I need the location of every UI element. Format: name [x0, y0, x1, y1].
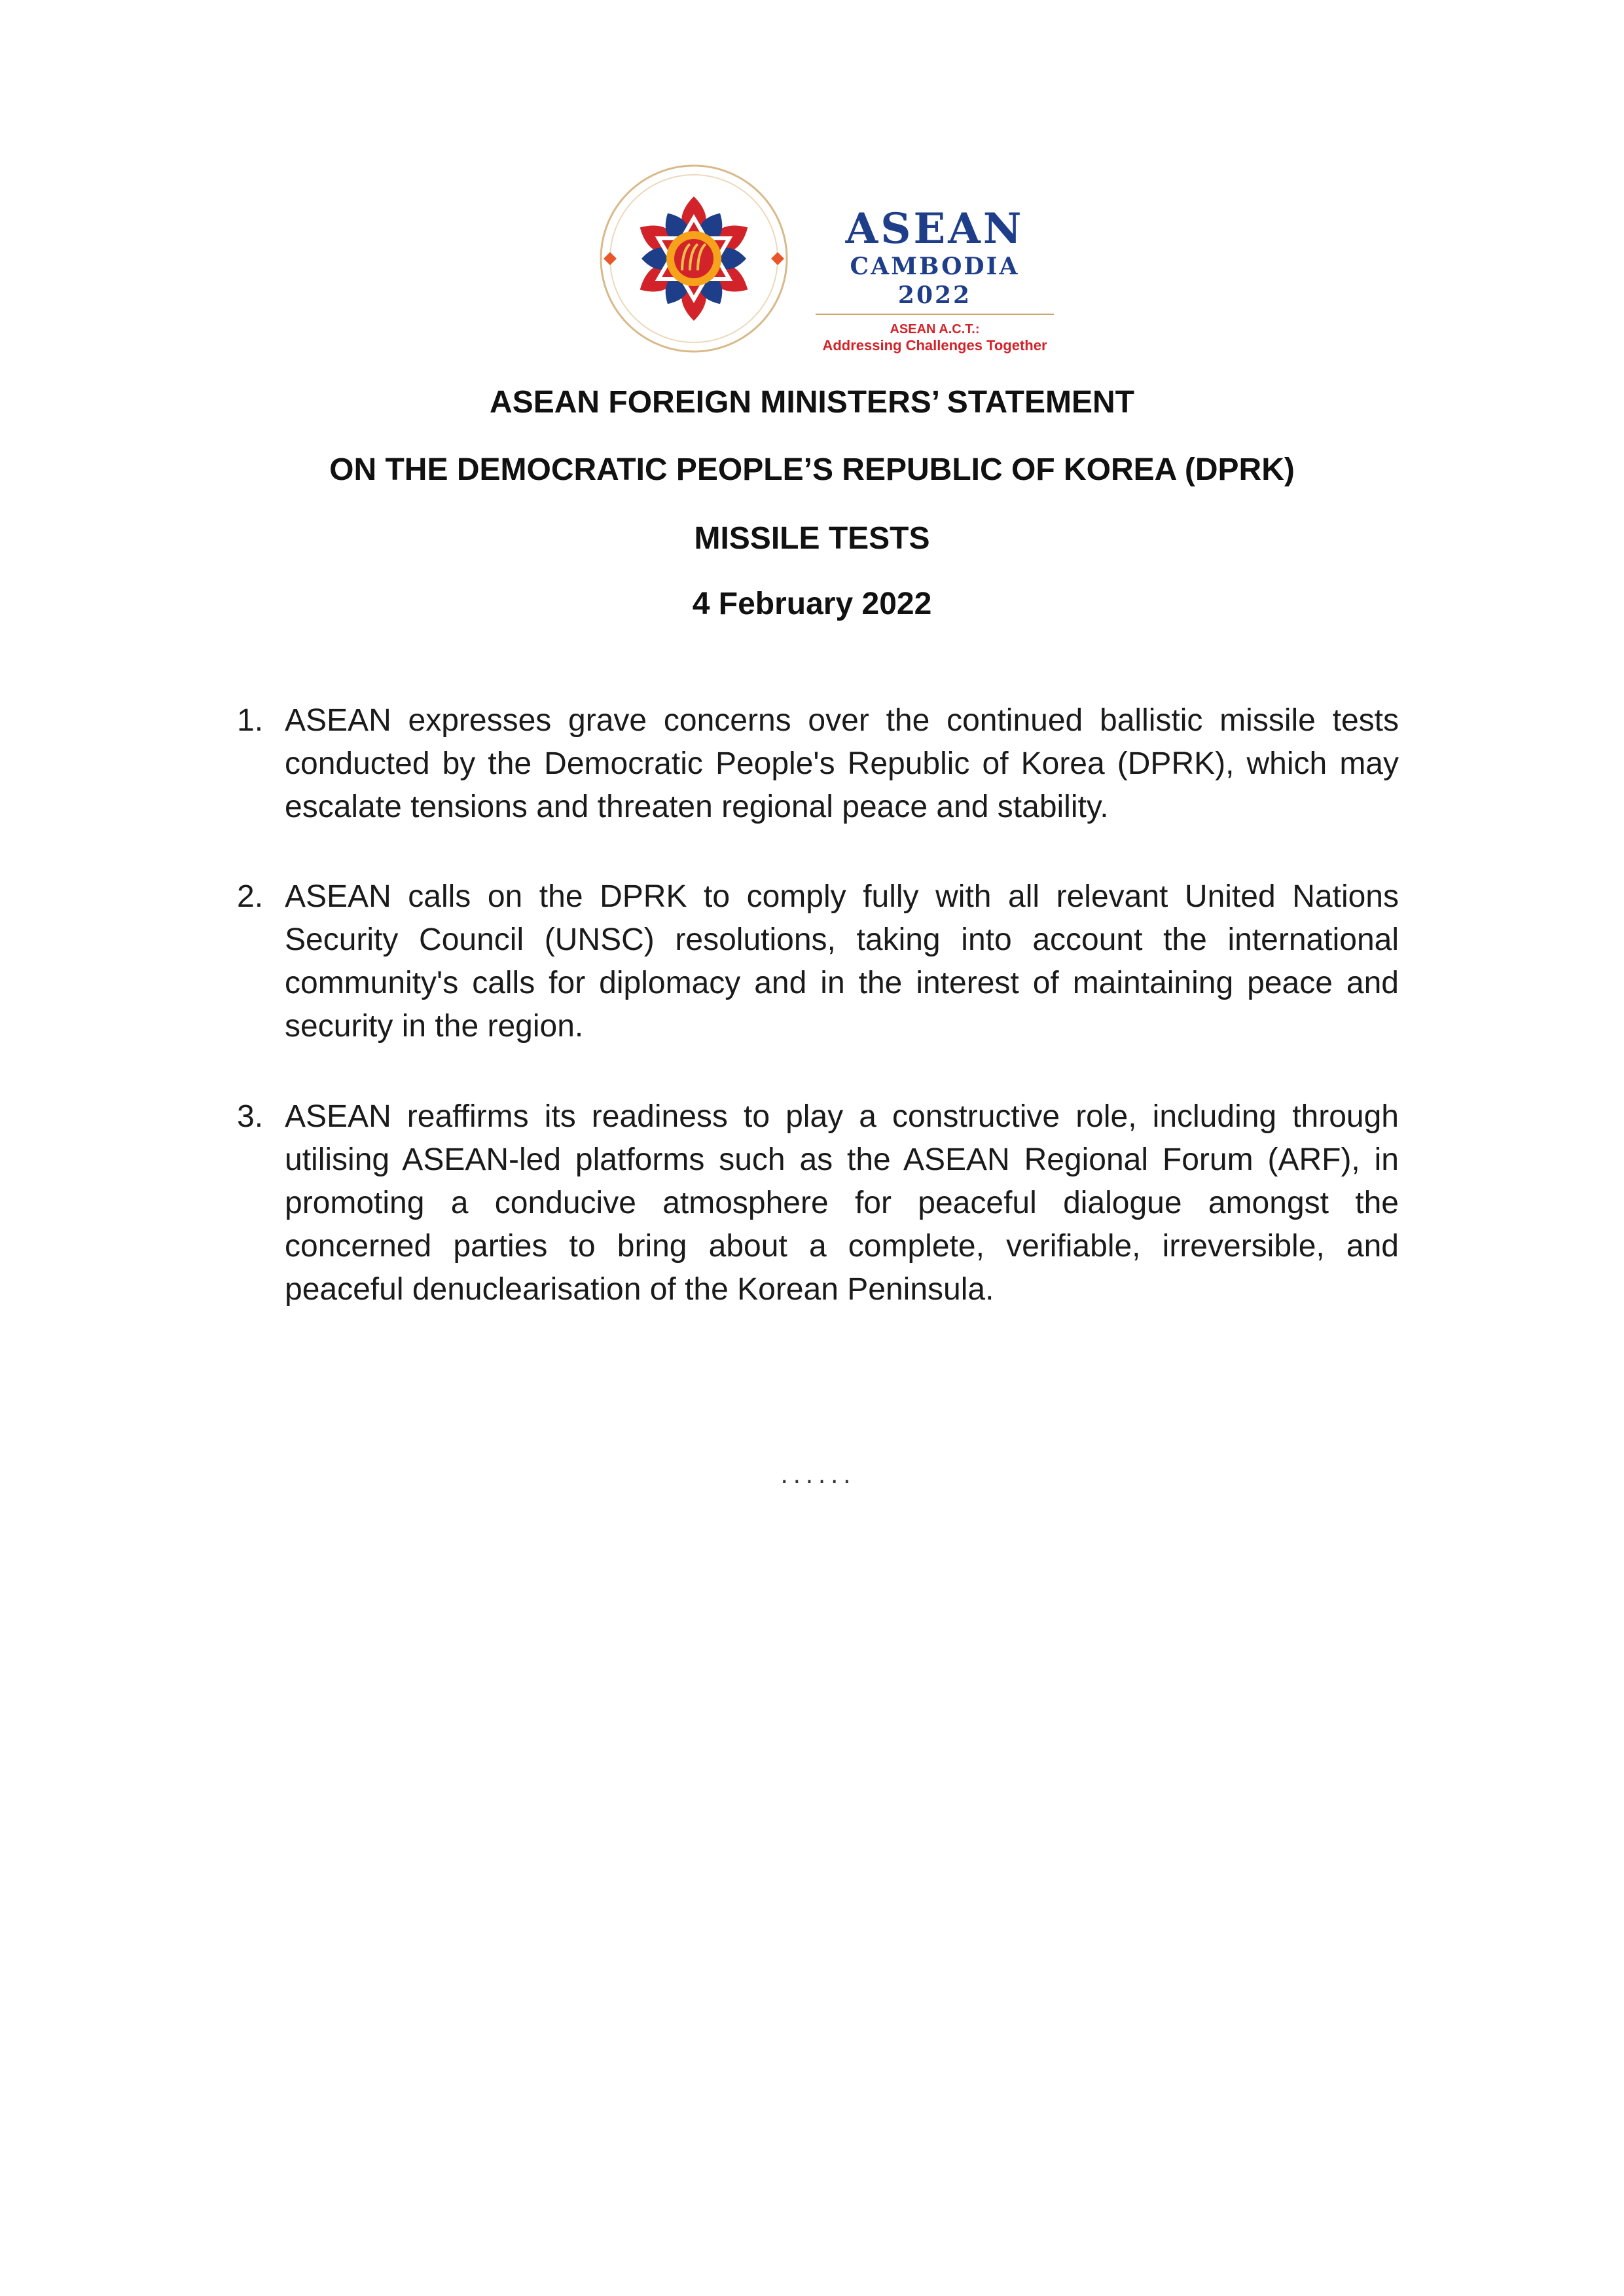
asean-emblem-icon: [596, 160, 792, 357]
statement-date: 4 February 2022: [692, 587, 932, 621]
logo-tagline-1: ASEAN A.C.T.:: [890, 322, 980, 337]
paragraph-2: [237, 875, 1399, 1048]
statement-title-line-2: ON THE DEMOCRATIC PEOPLE’S REPUBLIC OF KOREA (DPRK): [329, 452, 1295, 487]
paragraph-text: ASEAN expresses grave concerns over the continued ballistic missile tests conducted by the Democratic People's Republic of Korea (DPRK), which may escalate tensions and threaten regional peace and stability.: [285, 703, 1399, 824]
paragraph-text: ASEAN calls on the DPRK to comply fully with all relevant United Nations Security Council (UNSC) resolutions, taking into account the international community's calls for diplomacy and in the interest of maintaining peace and security in the region.: [285, 879, 1399, 1044]
logo-name: ASEAN: [845, 204, 1024, 253]
asean-cambodia-2022-logo: [596, 160, 1067, 357]
paragraph-number: 3.: [237, 1099, 264, 1134]
statement-title-line-3: MISSILE TESTS: [694, 521, 930, 556]
statement-title-line-1: ASEAN FOREIGN MINISTERS’ STATEMENT: [490, 385, 1134, 420]
paragraph-number: 2.: [237, 879, 264, 914]
end-marker: ......: [780, 1460, 856, 1489]
logo-tagline-2: Addressing Challenges Together: [822, 337, 1047, 354]
logo-text: [804, 206, 1066, 354]
logo-subtitle: CAMBODIA 2022: [816, 252, 1054, 315]
paragraph-number: 1.: [237, 703, 264, 738]
paragraph-1: [237, 699, 1399, 829]
paragraph-3: [237, 1095, 1399, 1311]
paragraph-text: ASEAN reaffirms its readiness to play a constructive role, including through utilising ASEAN-led platforms such as the ASEAN Regional Forum (ARF), in promoting a conducive atmosphere for peaceful dialogue amongst the concerned parties to bring about a complete, verifiable, irreversible, and peaceful denuclearisation of the Korean Peninsula.: [285, 1099, 1399, 1307]
